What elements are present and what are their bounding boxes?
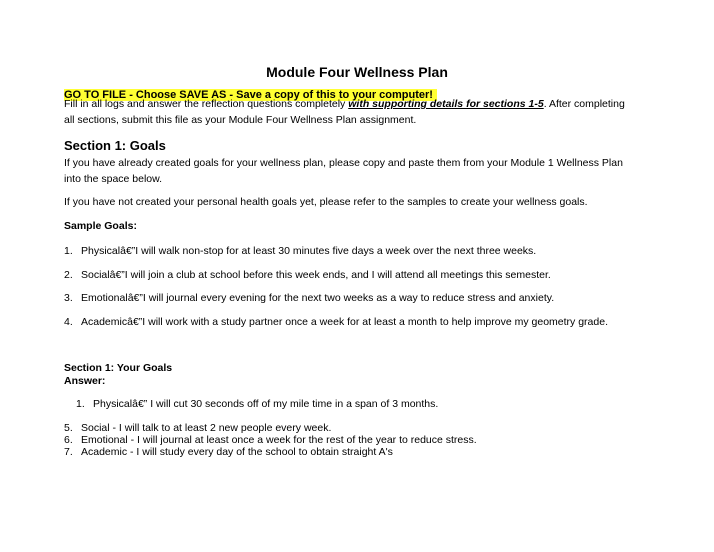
list-number: 1. [76,398,85,410]
instruction-line-2: all sections, submit this file as your Module Four Wellness Plan assignment. [64,114,417,126]
instruction-emphasis: with supporting details for sections 1-5 [348,98,544,110]
answer-item[interactable] [64,434,477,446]
your-goals-heading: Section 1: Your Goals [64,362,173,374]
list-number: 4. [64,316,73,328]
answer-text: Academic - I will study every day of the school to obtain straight A's [81,446,393,458]
paragraph-1-line-2: into the space below. [64,173,163,185]
sample-goal-item [64,245,536,257]
instruction-text: Fill in all logs and answer the reflection questions completely [64,98,349,110]
answer-item[interactable] [64,446,393,458]
list-number: 2. [64,269,73,281]
sample-goal-item [64,269,551,281]
list-number: 7. [64,446,73,458]
answer-text: Physicalâ€” I will cut 30 seconds off of my mile time in a span of 3 months. [93,398,439,410]
sample-goal-text: Physicalâ€”I will walk non-stop for at least 30 minutes five days a week over the next three weeks. [81,245,537,257]
section-1-heading: Section 1: Goals [64,138,166,153]
sample-goal-item [64,316,608,328]
sample-goal-text: Emotionalâ€”I will journal every evening for the next two weeks as a way to reduce stress and anxiety. [81,292,555,304]
document-title: Module Four Wellness Plan [266,64,448,80]
answer-label: Answer: [64,375,106,387]
paragraph-1-line-1: If you have already created goals for your wellness plan, please copy and paste them from your Module 1 Wellness Plan [64,157,623,169]
answer-item[interactable] [64,422,331,434]
sample-goal-item [64,292,554,304]
sample-goal-text: Socialâ€”I will join a club at school before this week ends, and I will attend all meetings this semester. [81,269,551,281]
answer-item[interactable] [76,398,438,410]
list-number: 6. [64,434,73,446]
paragraph-2: If you have not created your personal health goals yet, please refer to the samples to create your wellness goals. [64,196,588,208]
sample-goal-text: Academicâ€”I will work with a study partner once a week for at least a month to help improve my geometry grade. [81,316,608,328]
answer-text: Emotional - I will journal at least once a week for the rest of the year to reduce stress. [81,434,477,446]
instruction-text-end: . After completing [543,98,625,110]
list-number: 1. [64,245,73,257]
answer-text: Social - I will talk to at least 2 new people every week. [81,422,332,434]
sample-goals-heading: Sample Goals: [64,220,137,232]
list-number: 5. [64,422,73,434]
highlight-text: GO TO FILE - Choose SAVE AS - Save a copy of this to your computer! [64,89,437,101]
list-number: 3. [64,292,73,304]
instruction-line-1 [64,98,625,110]
